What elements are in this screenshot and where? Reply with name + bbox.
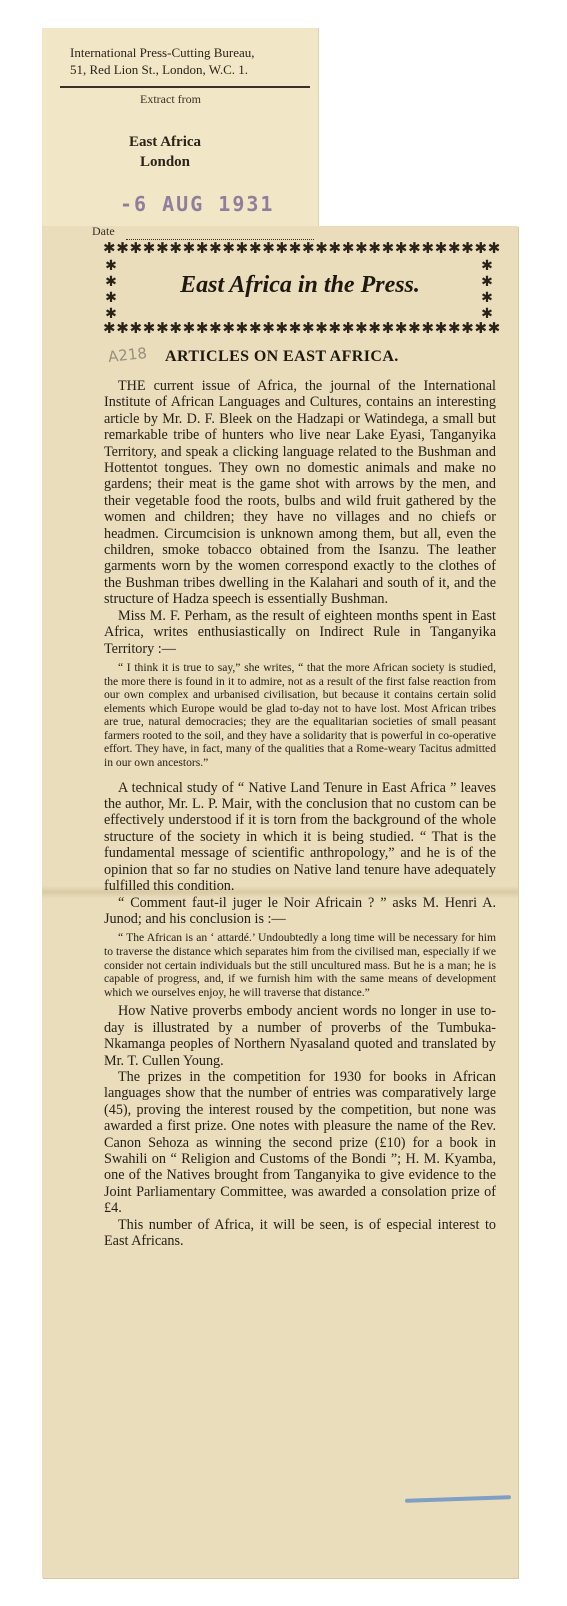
article-title: ARTICLES ON EAST AFRICA.: [165, 348, 399, 365]
quote-junod: “ The African is an ‘ attardé.’ Undoubtedly a long time will be necessary for him to traverse the distance which separates him from the civilised man, especially if we consider not certain individuals but the still uncultured mass. But he is a man; he is capable of progress, and, if we furnish him with the same means of development which we ourselves enjoy, he will traverse that distance.”: [104, 931, 496, 999]
paragraph-proverbs: How Native proverbs embody ancient words no longer in use to-day is illustrated by a number of proverbs of the Tumbuka-Nkamanga peoples of Northern Nyasaland quoted and translated by Mr. T. Cullen Young.: [104, 1003, 496, 1069]
star-border-right: ✱ ✱ ✱ ✱: [481, 258, 493, 322]
paragraph-land-tenure: A technical study of “ Native Land Tenure in East Africa ” leaves the author, Mr. L. P. Mair, with the conclusion that no custom can be effectively understood if it is torn from the background of the whole structure of the society in which it is being studied. “ That is the fundamental message of scientific anthropology,” and he is of the opinion that so far no studies on Native land tenure have adequately fulfilled this condition.: [104, 779, 496, 895]
source-paper: [60, 132, 270, 172]
bureau-street: 51, Red Lion St., London, W.C. 1.: [70, 62, 249, 77]
paragraph-prizes: The prizes in the competition for 1930 for books in African languages show that the number of entries was comparatively large (45), proving the interest roused by the competition, but none was awarded a first prize. One notes with pleasure the name of the Rev. Canon Sehoza as winning the second prize (£10) for a book in Swahili on “ Religion and Customs of the Bondi ”; H. M. Kyamba, one of the Natives brought from Tanganyika to give evidence to the Joint Parliamentary Committee, was awarded a consolation prize of £4.: [104, 1068, 496, 1217]
star-border-bottom: ✱✱✱✱✱✱✱✱✱✱✱✱✱✱✱✱✱✱✱✱✱✱✱✱✱✱✱✱✱✱: [103, 319, 502, 337]
article-body: [104, 378, 496, 1249]
section-heading: East Africa in the Press.: [180, 272, 420, 298]
bureau-name: International Press-Cutting Bureau,: [70, 45, 255, 60]
paragraph-hadzapi: THE current issue of Africa, the journal of the International Institute of African Languages and Cultures, contains an interesting article by Mr. D. F. Bleek on the Hadzapi or Watindega, a small but remarkable tribe of hunters who live near Lake Eyasi, Tanganyika Territory, and speak a clicking language related to the Bushman and Hottentot tongues. They own no domestic animals and make no gardens; their meat is the game shot with arrows by the men, and their vegetable food the roots, bulbs and wild fruit gathered by the women and children; they have no villages and no chiefs or headmen. Circumcision is unknown among them, but all, even the children, smoke tobacco obtained from the Isanzu. The leather garments worn by the women correspond exactly to the clothes of the Bushman tribes dwelling in the Kalahari and south of it, and the structure of Hadza speech is essentially Bushman.: [104, 378, 496, 608]
paragraph-perham: Miss M. F. Perham, as the result of eighteen months spent in East Africa, writes enthusiastically on Indirect Rule in Tanganyika Territory :—: [104, 607, 496, 657]
paragraph-junod: “ Comment faut-il juger le Noir Africain ? ” asks M. Henri A. Junod; and his conclusion is :—: [104, 894, 496, 927]
bureau-address: [70, 44, 310, 78]
archive-mark: A218: [107, 344, 148, 366]
date-label: Date: [92, 224, 115, 238]
header-rule: [60, 86, 310, 88]
star-border-top: ✱✱✱✱✱✱✱✱✱✱✱✱✱✱✱✱✱✱✱✱✱✱✱✱✱✱✱✱✱✱: [103, 239, 502, 257]
star-border-left: ✱ ✱ ✱ ✱: [105, 258, 117, 322]
paper-city: London: [139, 154, 191, 170]
extract-label: Extract from: [140, 92, 201, 106]
quote-perham: “ I think it is true to say,” she writes, “ that the more African society is studied, the more there is found in it to admire, not as a result of the first false reaction from our own complex and urbanised civilisation, but because it contains certain solid elements which Europe would be glad to-day not to have lost. Most African tribes are true, natural democracies; they are the equalitarian societies of small peasant farmers rooted to the soil, and they have a solidarity that is powerful in co-operative effort. They have, in fact, many of the qualities that a Rome-weary Tacitus admitted in our own ancestors.”: [104, 660, 496, 770]
paper-name: East Africa: [128, 134, 202, 150]
paragraph-closing: This number of Africa, it will be seen, is of especial interest to East Africans.: [104, 1216, 496, 1249]
date-stamp: -6 AUG 1931: [120, 192, 275, 216]
